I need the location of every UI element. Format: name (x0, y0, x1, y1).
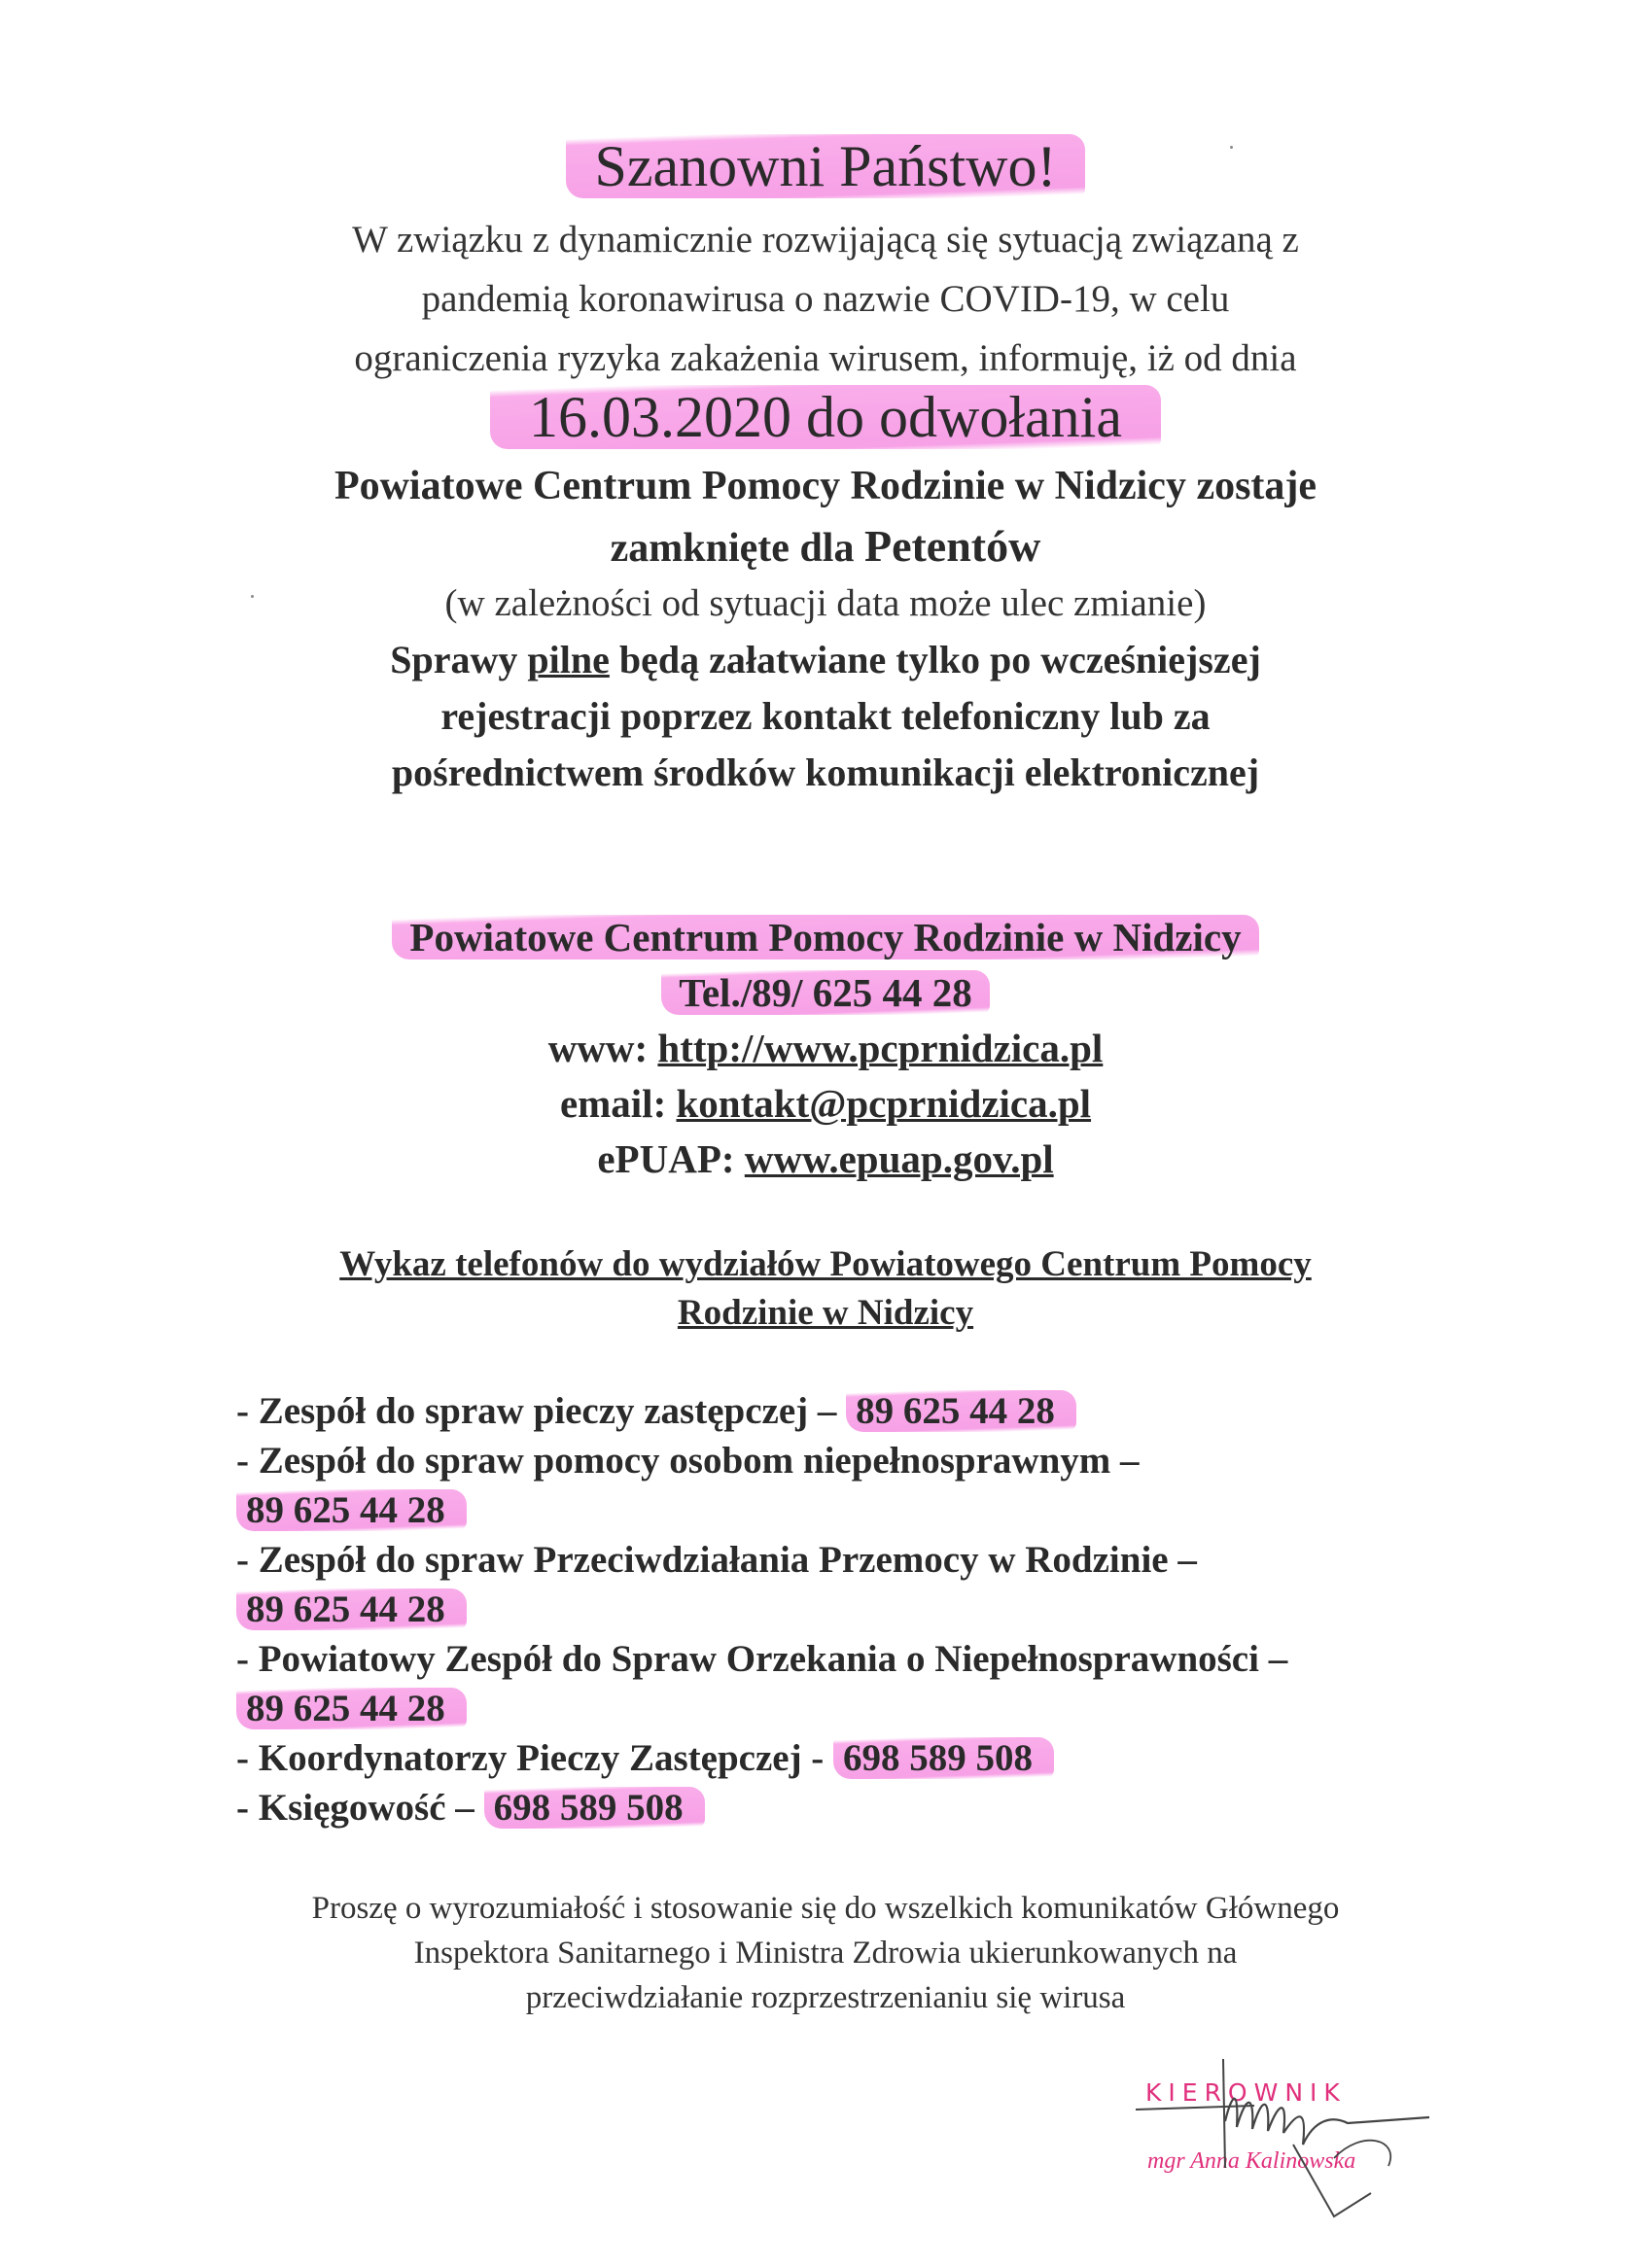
department-label: - Powiatowy Zespół do Spraw Orzekania o Niepełnosprawności – (236, 1638, 1288, 1680)
intro-line: ograniczenia ryzyka zakażenia wirusem, informuję, iż od dnia (354, 337, 1297, 379)
urgent-line: rejestracji poprzez kontakt telefoniczny lub za (440, 694, 1211, 738)
contact-www (0, 1021, 1651, 1076)
stamp-name: mgr Anna Kalinowska (1147, 2148, 1356, 2174)
list-item (236, 1783, 1500, 1832)
list-item (236, 1634, 1500, 1684)
closure-prefix: zamknięte dla (610, 526, 855, 571)
contact-block (0, 910, 1651, 1187)
department-phone: 698 589 508 (484, 1787, 705, 1829)
urgent-line (0, 632, 1651, 688)
change-note: (w zależności od sytuacji data może ulec zmianie) (444, 582, 1207, 624)
department-label: - Zespół do spraw pomocy osobom niepełnosprawnym – (236, 1440, 1140, 1482)
phone-list-heading-line: Rodzinie w Nidzicy (677, 1293, 974, 1333)
urgent-suffix: będą załatwiane tylko po wcześniejszej (618, 638, 1261, 681)
department-phone: 698 589 508 (833, 1737, 1054, 1779)
list-item (236, 1386, 1500, 1436)
closing-paragraph (0, 1886, 1651, 2020)
list-item-phone-row (236, 1585, 1500, 1634)
phone-list-heading-line: Wykaz telefonów do wydziałów Powiatowego Centrum Pomocy (339, 1244, 1312, 1284)
date-text: 16.03.2020 do odwołania (490, 385, 1161, 449)
closing-line: przeciwdziałanie rozprzestrzenianiu się wirusa (525, 1980, 1126, 2015)
epuap-label: ePUAP: (597, 1136, 735, 1181)
stamp-title: KIEROWNIK (1145, 2078, 1347, 2107)
department-label: - Zespół do spraw Przeciwdziałania Przemocy w Rodzinie – (236, 1539, 1197, 1581)
www-link[interactable]: http://www.pcprnidzica.pl (657, 1026, 1104, 1070)
list-item (236, 1436, 1500, 1485)
intro-line: W związku z dynamicznie rozwijającą się sytuacją związaną z (352, 219, 1299, 261)
closing-line: Inspektora Sanitarnego i Ministra Zdrowia ukierunkowanych na (413, 1936, 1238, 1971)
closing-line: Proszę o wyrozumiałość i stosowanie się do wszelkich komunikatów Głównego (311, 1891, 1340, 1926)
closure-notice (0, 457, 1651, 578)
contact-name: Powiatowe Centrum Pomocy Rodzinie w Nidzicy (392, 915, 1258, 960)
closure-line (0, 516, 1651, 578)
list-item (236, 1733, 1500, 1783)
epuap-link[interactable]: www.epuap.gov.pl (744, 1136, 1054, 1181)
email-link[interactable]: kontakt@pcprnidzica.pl (676, 1081, 1092, 1126)
contact-epuap (0, 1132, 1651, 1187)
department-phone: 89 625 44 28 (236, 1489, 467, 1531)
intro-line: pandemią koronawirusa o nazwie COVID-19, w celu (421, 278, 1230, 320)
contact-phone: Tel./89/ 625 44 28 (661, 970, 989, 1015)
urgent-prefix: Sprawy (390, 638, 518, 681)
department-label: - Koordynatorzy Pieczy Zastępczej - (236, 1737, 825, 1779)
list-item-phone-row (236, 1684, 1500, 1733)
department-label: - Księgowość – (236, 1787, 474, 1829)
urgent-matters (0, 632, 1651, 801)
heading-text: Szanowni Państwo! (566, 134, 1086, 198)
date-line (0, 373, 1651, 461)
official-stamp (1108, 2051, 1478, 2246)
list-item (236, 1535, 1500, 1585)
email-label: email: (559, 1081, 667, 1126)
heading (0, 124, 1651, 208)
department-phone: 89 625 44 28 (236, 1688, 467, 1729)
closure-line: Powiatowe Centrum Pomocy Rodzinie w Nidzicy zostaje (334, 464, 1317, 508)
www-label: www: (547, 1026, 649, 1070)
department-phone-list (236, 1386, 1500, 1832)
department-phone: 89 625 44 28 (236, 1588, 467, 1630)
department-label: - Zespół do spraw pieczy zastępczej – (236, 1390, 837, 1432)
department-phone: 89 625 44 28 (846, 1390, 1076, 1432)
urgent-emphasis: pilne (527, 638, 610, 681)
handwritten-signature (1108, 2051, 1478, 2246)
urgent-line: pośrednictwem środków komunikacji elektronicznej (391, 750, 1260, 794)
phone-list-heading (0, 1240, 1651, 1338)
intro-paragraph (0, 210, 1651, 388)
closure-emphasis: Petentów (863, 521, 1041, 571)
list-item-phone-row (236, 1485, 1500, 1535)
contact-email (0, 1076, 1651, 1132)
